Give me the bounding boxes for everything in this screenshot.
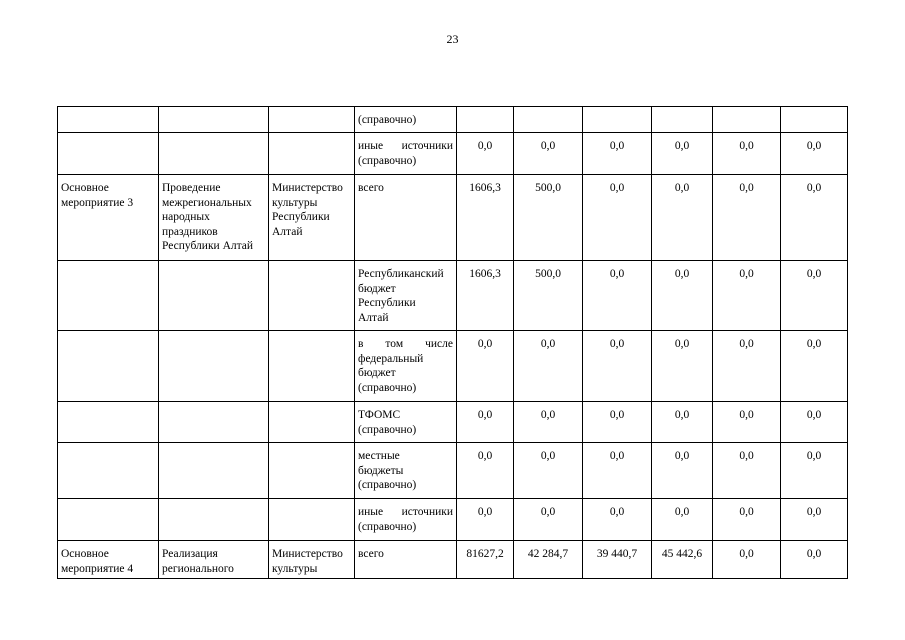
value-cell: 45 442,6 <box>652 541 713 579</box>
measure-cell-line: Основное <box>61 182 109 194</box>
funding-source-line: (справочно) <box>358 154 417 167</box>
value-cell <box>583 107 652 133</box>
measure-name-cell <box>159 331 269 402</box>
table-row <box>58 331 848 402</box>
measure-name-cell <box>159 499 269 541</box>
measure-name-cell <box>159 541 269 579</box>
value-cell: 0,0 <box>652 331 713 402</box>
value-cell: 0,0 <box>583 331 652 402</box>
value-cell: 0,0 <box>652 499 713 541</box>
measure-cell <box>58 443 159 499</box>
value-cell <box>781 107 848 133</box>
value-cell: 0,0 <box>652 175 713 261</box>
funding-source-line: (справочно) <box>358 479 417 491</box>
funding-source-line: бюджет <box>358 282 396 295</box>
measure-name-cell-line: межрегиональных <box>162 196 252 209</box>
value-cell: 0,0 <box>713 499 781 541</box>
value-cell: 0,0 <box>713 331 781 402</box>
funding-source-line: Республики <box>358 297 416 309</box>
funding-source-line: федеральный <box>358 352 424 365</box>
measure-cell-line: мероприятие 4 <box>61 562 134 575</box>
measure-name-cell-line: народных <box>162 211 210 223</box>
funding-source-line: всего <box>358 182 384 194</box>
value-cell: 0,0 <box>457 402 514 443</box>
value-cell: 0,0 <box>514 499 583 541</box>
funding-source-line: бюджет <box>358 367 396 379</box>
funding-source-line: в том числе <box>358 338 453 350</box>
measure-name-cell-line: Республики Алтай <box>162 240 254 252</box>
value-cell: 81627,2 <box>457 541 514 579</box>
value-cell <box>457 107 514 133</box>
funding-source-line: (справочно) <box>358 423 417 436</box>
funding-source-cell <box>355 541 457 579</box>
funding-source-line: местные <box>358 450 400 462</box>
measure-name-cell <box>159 107 269 133</box>
value-cell: 0,0 <box>457 331 514 402</box>
value-cell <box>713 107 781 133</box>
table-row <box>58 443 848 499</box>
executor-cell <box>269 107 355 133</box>
value-cell: 42 284,7 <box>514 541 583 579</box>
funding-source-line: (справочно) <box>358 381 417 394</box>
value-cell <box>514 107 583 133</box>
funding-source-line: иные источники <box>358 140 453 152</box>
measure-name-cell <box>159 133 269 175</box>
funding-source-cell <box>355 331 457 402</box>
value-cell: 0,0 <box>514 402 583 443</box>
measure-name-cell <box>159 175 269 261</box>
executor-cell-line: культуры <box>272 562 318 575</box>
table-row <box>58 261 848 331</box>
funding-source-cell <box>355 261 457 331</box>
value-cell: 0,0 <box>457 499 514 541</box>
table-row <box>58 107 848 133</box>
value-cell: 0,0 <box>781 541 848 579</box>
value-cell: 0,0 <box>583 499 652 541</box>
value-cell: 0,0 <box>781 261 848 331</box>
value-cell: 0,0 <box>781 175 848 261</box>
value-cell: 0,0 <box>713 443 781 499</box>
measure-cell <box>58 107 159 133</box>
measure-name-cell-line: Реализация <box>162 548 218 560</box>
measure-cell <box>58 261 159 331</box>
funding-source-line: Алтай <box>358 311 389 324</box>
executor-cell <box>269 541 355 579</box>
executor-cell-line: Республики <box>272 211 330 223</box>
value-cell <box>652 107 713 133</box>
measure-cell <box>58 499 159 541</box>
executor-cell-line: Алтай <box>272 225 303 238</box>
funding-source-cell <box>355 499 457 541</box>
funding-source-line: (справочно) <box>358 114 417 126</box>
value-cell: 0,0 <box>781 443 848 499</box>
value-cell: 1606,3 <box>457 261 514 331</box>
value-cell: 0,0 <box>781 331 848 402</box>
executor-cell <box>269 499 355 541</box>
funding-source-line: (справочно) <box>358 520 417 533</box>
funding-source-cell <box>355 133 457 175</box>
measure-cell-line: мероприятие 3 <box>61 196 134 209</box>
funding-source-line: иные источники <box>358 506 453 518</box>
executor-cell <box>269 133 355 175</box>
value-cell: 0,0 <box>713 133 781 175</box>
value-cell: 0,0 <box>652 443 713 499</box>
measure-cell-line: Основное <box>61 548 109 560</box>
measure-name-cell-line: Проведение <box>162 182 221 194</box>
value-cell: 0,0 <box>781 402 848 443</box>
funding-source-line: всего <box>358 548 384 560</box>
measure-cell <box>58 331 159 402</box>
measure-cell <box>58 175 159 261</box>
measure-name-cell-line: праздников <box>162 225 218 238</box>
value-cell: 0,0 <box>583 402 652 443</box>
value-cell: 0,0 <box>514 443 583 499</box>
budget-table <box>57 106 848 579</box>
measure-cell <box>58 133 159 175</box>
table-row <box>58 402 848 443</box>
value-cell: 0,0 <box>583 133 652 175</box>
value-cell: 0,0 <box>457 443 514 499</box>
table-row <box>58 175 848 261</box>
executor-cell <box>269 402 355 443</box>
executor-cell-line: Министерство <box>272 548 343 560</box>
funding-source-line: бюджеты <box>358 464 404 477</box>
table-row <box>58 499 848 541</box>
measure-cell <box>58 402 159 443</box>
funding-source-cell <box>355 402 457 443</box>
value-cell: 0,0 <box>713 402 781 443</box>
table-row <box>58 133 848 175</box>
measure-cell <box>58 541 159 579</box>
funding-source-cell <box>355 175 457 261</box>
measure-name-cell-line: регионального <box>162 562 234 575</box>
value-cell: 0,0 <box>652 261 713 331</box>
funding-source-cell <box>355 443 457 499</box>
value-cell: 0,0 <box>713 541 781 579</box>
measure-name-cell <box>159 402 269 443</box>
value-cell: 0,0 <box>583 175 652 261</box>
executor-cell <box>269 261 355 331</box>
measure-name-cell <box>159 261 269 331</box>
executor-cell-line: культуры <box>272 196 318 209</box>
value-cell: 500,0 <box>514 261 583 331</box>
value-cell: 0,0 <box>514 331 583 402</box>
executor-cell <box>269 175 355 261</box>
executor-cell <box>269 331 355 402</box>
value-cell: 0,0 <box>713 261 781 331</box>
executor-cell <box>269 443 355 499</box>
value-cell: 0,0 <box>457 133 514 175</box>
table-row <box>58 541 848 579</box>
funding-source-line: Республиканский <box>358 268 444 280</box>
value-cell: 500,0 <box>514 175 583 261</box>
value-cell: 0,0 <box>781 499 848 541</box>
value-cell: 0,0 <box>713 175 781 261</box>
funding-source-line: ТФОМС <box>358 409 401 421</box>
value-cell: 0,0 <box>652 402 713 443</box>
value-cell: 0,0 <box>514 133 583 175</box>
value-cell: 0,0 <box>781 133 848 175</box>
page-number: 23 <box>446 32 459 46</box>
executor-cell-line: Министерство <box>272 182 343 194</box>
measure-name-cell <box>159 443 269 499</box>
value-cell: 0,0 <box>583 261 652 331</box>
value-cell: 39 440,7 <box>583 541 652 579</box>
value-cell: 1606,3 <box>457 175 514 261</box>
funding-source-cell <box>355 107 457 133</box>
value-cell: 0,0 <box>583 443 652 499</box>
value-cell: 0,0 <box>652 133 713 175</box>
